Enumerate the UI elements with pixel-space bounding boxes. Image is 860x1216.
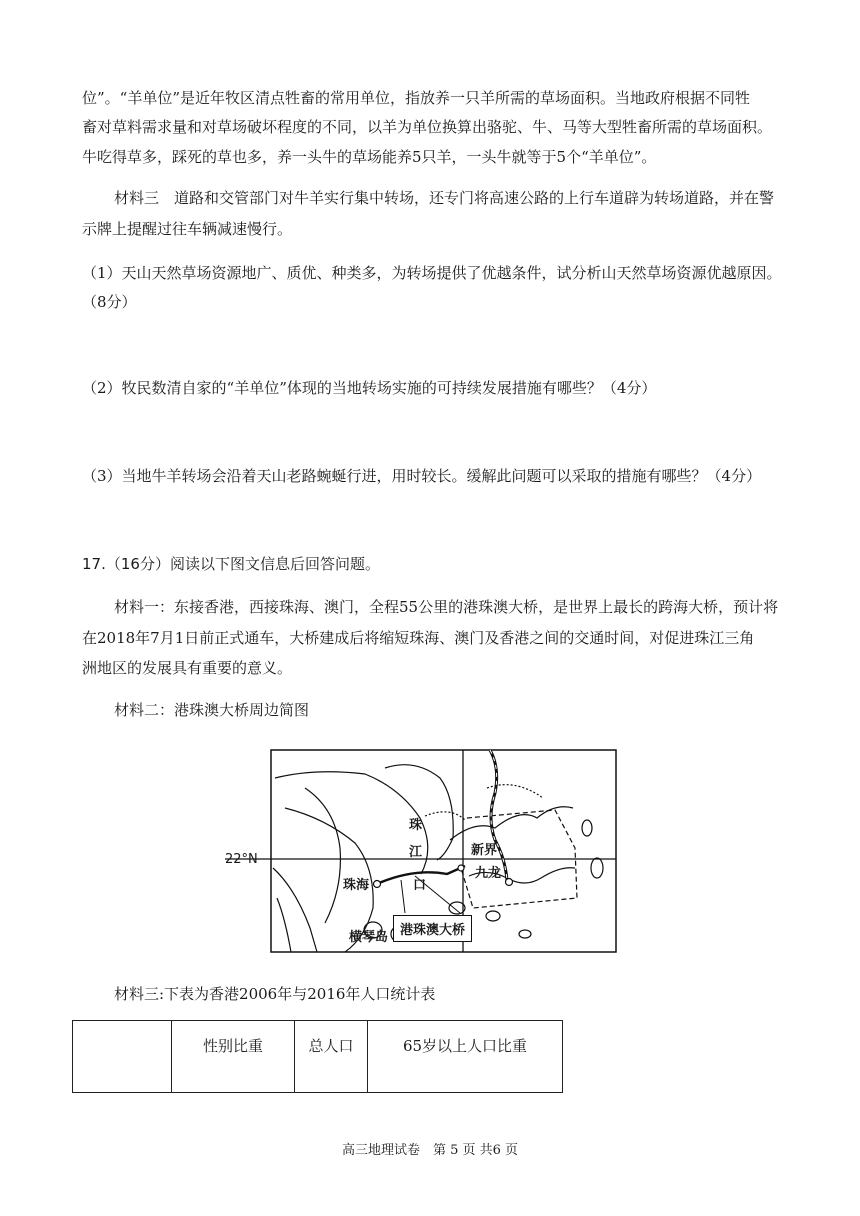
page-footer: 高三地理试卷 第 5 页 共6 页	[341, 1143, 519, 1158]
table-header-65plus: 65岁以上人口比重	[368, 1021, 563, 1093]
material-2-title: 材料二：港珠澳大桥周边简图	[114, 701, 310, 719]
line-4: 材料三 道路和交管部门对牛羊实行集中转场，还专门将高速公路的上行车道辟为转场道路，并在警	[114, 189, 775, 207]
material-1-line-1: 材料一：东接香港，西接珠海、澳门，全程55公里的港珠澳大桥，是世界上最长的跨海大桥，预计将	[114, 598, 779, 616]
bridge-map	[225, 748, 620, 958]
table-header-total: 总人口	[295, 1021, 368, 1093]
label-zhu: 珠	[409, 818, 423, 833]
question-3: （3）当地牛羊转场会沿着天山老路蜿蜒行进，用时较长。缓解此问题可以采取的措施有哪些？（4分）	[82, 467, 762, 485]
question-17: 17.（16分）阅读以下图文信息后回答问题。	[82, 555, 380, 573]
question-1-score: （8分）	[82, 293, 137, 311]
table-header-blank	[73, 1021, 172, 1093]
label-zhuhai: 珠海	[343, 878, 370, 893]
line-3: 牛吃得草多，踩死的草也多，养一头牛的草场能养5只羊，一头牛就等于5个“羊单位”。	[82, 148, 657, 166]
label-new-territories: 新界	[471, 843, 498, 858]
material-1-line-3: 洲地区的发展具有重要的意义。	[82, 659, 293, 677]
label-kou: 口	[413, 878, 427, 893]
population-table	[72, 1020, 563, 1093]
label-hengqin: 横琴岛	[349, 930, 389, 945]
line-1: 位”。“羊单位”是近年牧区清点牲畜的常用单位，指放养一只羊所需的草场面积。当地政府根据不同牲	[82, 89, 751, 107]
table-header-row	[73, 1021, 563, 1093]
line-5: 示牌上提醒过往车辆减速慢行。	[82, 220, 293, 238]
material-3-title: 材料三:下表为香港2006年与2016年人口统计表	[114, 985, 436, 1003]
question-1: （1）天山天然草场资源地广、质优、种类多，为转场提供了优越条件，试分析山天然草场资源优越原因。	[82, 264, 782, 282]
label-kowloon: 九龙	[475, 866, 502, 881]
latitude-label: 22°N	[225, 852, 258, 867]
line-2: 畜对草料需求量和对草场破坏程度的不同，以羊为单位换算出骆驼、牛、马等大型牲畜所需的草场面积。	[82, 118, 773, 136]
table-header-sex-ratio: 性别比重	[172, 1021, 295, 1093]
question-2: （2）牧民数清自家的“羊单位”体现的当地转场实施的可持续发展措施有哪些？（4分）	[82, 379, 657, 397]
label-jiang: 江	[409, 845, 423, 860]
label-bridge: 港珠澳大桥	[393, 915, 472, 942]
material-1-line-2: 在2018年7月1日前正式通车，大桥建成后将缩短珠海、澳门及香港之间的交通时间，对促进珠江三角	[82, 629, 755, 647]
